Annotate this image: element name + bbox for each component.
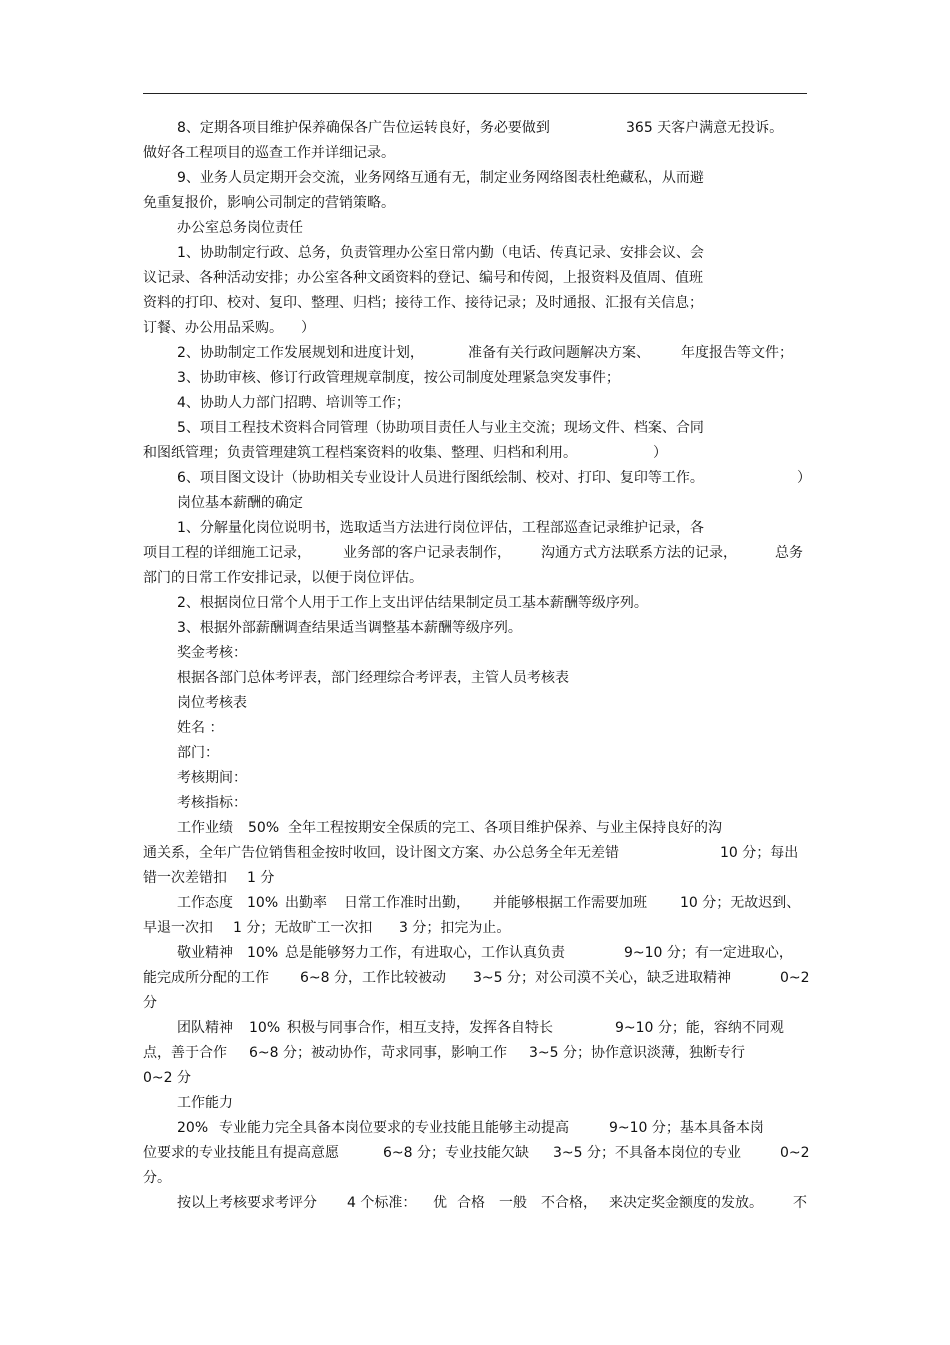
text-segment: 10% bbox=[249, 1020, 281, 1036]
text-segment: 全年工程按期安全保质的完工、各项目维护保养、与业主保持良好的沟 bbox=[288, 820, 722, 836]
text-line bbox=[177, 891, 807, 915]
text-line bbox=[177, 166, 807, 190]
text-line bbox=[143, 316, 807, 340]
section-heading bbox=[177, 641, 807, 665]
text-segment: 工作业绩 bbox=[177, 820, 233, 836]
text-segment: ） bbox=[301, 320, 315, 336]
form-field-department bbox=[177, 741, 807, 765]
text-segment: 早退一次扣 bbox=[143, 920, 213, 936]
section-heading bbox=[177, 1091, 807, 1115]
text-line bbox=[143, 991, 807, 1015]
section-heading bbox=[177, 691, 807, 715]
form-field-indicators bbox=[177, 791, 807, 815]
text-line bbox=[143, 841, 807, 865]
text-segment: 专业能力完全具备本岗位要求的专业技能且能够主动提高 bbox=[219, 1120, 569, 1136]
text-segment: 准备有关行政问题解决方案、 bbox=[468, 345, 650, 361]
text-segment: 6、项目图文设计（协助相关专业设计人员进行图纸绘制、校对、打印、复印等工作。 bbox=[177, 470, 704, 486]
text-segment: 6~8 分，工作比较被动 bbox=[300, 970, 446, 986]
text-segment: 来决定奖金额度的发放。 bbox=[609, 1195, 763, 1211]
text-segment: 0~2 bbox=[780, 1145, 810, 1161]
text-segment: 20% bbox=[177, 1120, 209, 1136]
text-line bbox=[143, 141, 807, 165]
text-segment: 奖金考核： bbox=[177, 645, 247, 661]
text-segment: 通关系，全年广告位销售租金按时收回，设计图文方案、办公总务全年无差错 bbox=[143, 845, 619, 861]
text-segment: 一般 bbox=[499, 1195, 527, 1211]
text-segment: 9~10 分；基本具备本岗 bbox=[609, 1120, 764, 1136]
text-segment: 不合格， bbox=[541, 1195, 597, 1211]
text-segment: 办公室总务岗位责任 bbox=[177, 220, 303, 236]
text-segment: 点，善于合作 bbox=[143, 1045, 227, 1061]
text-segment: 4、协助人力部门招聘、培训等工作； bbox=[177, 395, 410, 411]
text-line bbox=[143, 566, 807, 590]
text-segment: 团队精神 bbox=[177, 1020, 233, 1036]
text-line bbox=[143, 1041, 807, 1065]
text-segment: 3 分；扣完为止。 bbox=[399, 920, 511, 936]
text-segment: 3、协助审核、修订行政管理规章制度，按公司制度处理紧急突发事件； bbox=[177, 370, 620, 386]
text-line bbox=[177, 341, 807, 365]
text-line bbox=[177, 516, 807, 540]
text-segment: 8、定期各项目维护保养确保各广告位运转良好，务必要做到 bbox=[177, 120, 550, 136]
text-line bbox=[143, 1166, 807, 1190]
text-line bbox=[177, 366, 807, 390]
text-segment: 0~2 分 bbox=[143, 1070, 191, 1086]
text-segment: ） bbox=[797, 470, 811, 486]
text-line bbox=[143, 541, 807, 565]
text-line bbox=[177, 1191, 807, 1215]
text-segment: 工作态度 bbox=[177, 895, 233, 911]
text-segment: 5、项目工程技术资料合同管理（协助项目责任人与业主交流；现场文件、档案、合同 bbox=[177, 420, 704, 436]
text-segment: 部门： bbox=[177, 745, 219, 761]
text-segment: 1、分解量化岗位说明书，选取适当方法进行岗位评估，工程部巡查记录维护记录，各 bbox=[177, 520, 704, 536]
text-segment: 考核指标： bbox=[177, 795, 247, 811]
text-line bbox=[143, 966, 810, 990]
text-segment: 部门的日常工作安排记录，以便于岗位评估。 bbox=[143, 570, 423, 586]
text-line bbox=[177, 1016, 807, 1040]
text-segment: 订餐、办公用品采购。 bbox=[143, 320, 283, 336]
text-segment: 3~5 分；协作意识淡薄，独断专行 bbox=[529, 1045, 745, 1061]
text-line bbox=[143, 916, 807, 940]
text-segment: 免重复报价，影响公司制定的营销策略。 bbox=[143, 195, 395, 211]
text-segment: 10 分；每出 bbox=[720, 845, 799, 861]
text-segment: 按以上考核要求考评分 bbox=[177, 1195, 317, 1211]
text-line bbox=[143, 441, 807, 465]
section-heading bbox=[177, 491, 807, 515]
section-heading bbox=[177, 216, 807, 240]
text-line bbox=[143, 291, 807, 315]
text-segment: 年度报告等文件； bbox=[681, 345, 793, 361]
text-segment: 日常工作准时出勤， bbox=[344, 895, 470, 911]
text-segment: 3、根据外部薪酬调查结果适当调整基本薪酬等级序列。 bbox=[177, 620, 522, 636]
text-segment: 合格 bbox=[457, 1195, 485, 1211]
page-top-rule bbox=[143, 93, 807, 94]
text-segment: 姓名 ： bbox=[177, 720, 224, 736]
text-segment: 错一次差错扣 bbox=[143, 870, 227, 886]
text-segment: 0~2 bbox=[780, 970, 810, 986]
text-segment: 50% bbox=[248, 820, 280, 836]
text-segment: 4 个标准： bbox=[347, 1195, 417, 1211]
text-line bbox=[143, 1141, 810, 1165]
text-segment: 1、协助制定行政、总务，负责管理办公室日常内勤（电话、传真记录、安排会议、会 bbox=[177, 245, 704, 261]
text-segment: 总是能够努力工作，有进取心，工作认真负责 bbox=[285, 945, 565, 961]
text-segment: 2、根据岗位日常个人用于工作上支出评估结果制定员工基本薪酬等级序列。 bbox=[177, 595, 648, 611]
text-segment: 10 分；无故迟到、 bbox=[680, 895, 801, 911]
text-segment: 365 天客户满意无投诉。 bbox=[626, 120, 784, 136]
text-segment: 9、业务人员定期开会交流，业务网络互通有无，制定业务网络图表杜绝藏私，从而避 bbox=[177, 170, 704, 186]
text-segment: 业务部的客户记录表制作， bbox=[343, 545, 511, 561]
text-line bbox=[143, 266, 807, 290]
text-segment: 10% bbox=[247, 895, 279, 911]
text-line bbox=[177, 466, 811, 490]
text-segment: 沟通方式方法联系方法的记录， bbox=[541, 545, 737, 561]
text-segment: 出勤率 bbox=[285, 895, 327, 911]
text-segment: 不 bbox=[793, 1195, 807, 1211]
text-segment: 根据各部门总体考评表，部门经理综合考评表，主管人员考核表 bbox=[177, 670, 569, 686]
text-segment: 1 分 bbox=[247, 870, 275, 886]
form-field-period bbox=[177, 766, 807, 790]
text-segment: 分。 bbox=[143, 1170, 171, 1186]
text-segment: 2、协助制定工作发展规划和进度计划， bbox=[177, 345, 424, 361]
text-segment: 项目工程的详细施工记录， bbox=[143, 545, 311, 561]
text-segment: 资料的打印、校对、复印、整理、归档；接待工作、接待记录；及时通报、汇报有关信息； bbox=[143, 295, 703, 311]
text-segment: 10% bbox=[247, 945, 279, 961]
text-line bbox=[143, 1066, 807, 1090]
text-segment: 3~5 分；不具备本岗位的专业 bbox=[553, 1145, 741, 1161]
text-segment: 9~10 分；有一定进取心， bbox=[624, 945, 793, 961]
text-segment: 积极与同事合作，相互支持，发挥各自特长 bbox=[287, 1020, 553, 1036]
text-line bbox=[177, 941, 807, 965]
text-line bbox=[177, 666, 807, 690]
text-segment: 岗位考核表 bbox=[177, 695, 247, 711]
text-segment: 考核期间： bbox=[177, 770, 247, 786]
text-segment: 岗位基本薪酬的确定 bbox=[177, 495, 303, 511]
text-segment: 敬业精神 bbox=[177, 945, 233, 961]
text-segment: 议记录、各种活动安排；办公室各种文函资料的登记、编号和传阅，上报资料及值周、值班 bbox=[143, 270, 703, 286]
text-segment: 工作能力 bbox=[177, 1095, 233, 1111]
text-segment: 并能够根据工作需要加班 bbox=[493, 895, 647, 911]
text-line bbox=[177, 416, 807, 440]
text-line bbox=[143, 866, 807, 890]
text-segment: 能完成所分配的工作 bbox=[143, 970, 269, 986]
text-segment: 做好各工程项目的巡查工作并详细记录。 bbox=[143, 145, 395, 161]
text-segment: 1 分；无故旷工一次扣 bbox=[233, 920, 373, 936]
text-segment: ） bbox=[653, 445, 667, 461]
text-segment: 位要求的专业技能且有提高意愿 bbox=[143, 1145, 339, 1161]
text-segment: 6~8 分；被动协作，苛求同事，影响工作 bbox=[249, 1045, 507, 1061]
text-segment: 6~8 分；专业技能欠缺 bbox=[383, 1145, 529, 1161]
text-segment: 和图纸管理；负责管理建筑工程档案资料的收集、整理、归档和利用。 bbox=[143, 445, 577, 461]
text-line bbox=[177, 616, 807, 640]
form-field-name bbox=[177, 716, 807, 740]
text-line bbox=[177, 241, 807, 265]
text-segment: 3~5 分；对公司漠不关心，缺乏进取精神 bbox=[473, 970, 731, 986]
text-line bbox=[143, 191, 807, 215]
text-line bbox=[177, 816, 807, 840]
text-line bbox=[177, 116, 807, 140]
text-segment: 优 bbox=[433, 1195, 447, 1211]
text-segment: 分 bbox=[143, 995, 157, 1011]
text-line bbox=[177, 591, 807, 615]
text-line bbox=[177, 391, 807, 415]
text-line bbox=[177, 1116, 807, 1140]
text-segment: 9~10 分；能，容纳不同观 bbox=[615, 1020, 784, 1036]
text-segment: 总务 bbox=[775, 545, 803, 561]
